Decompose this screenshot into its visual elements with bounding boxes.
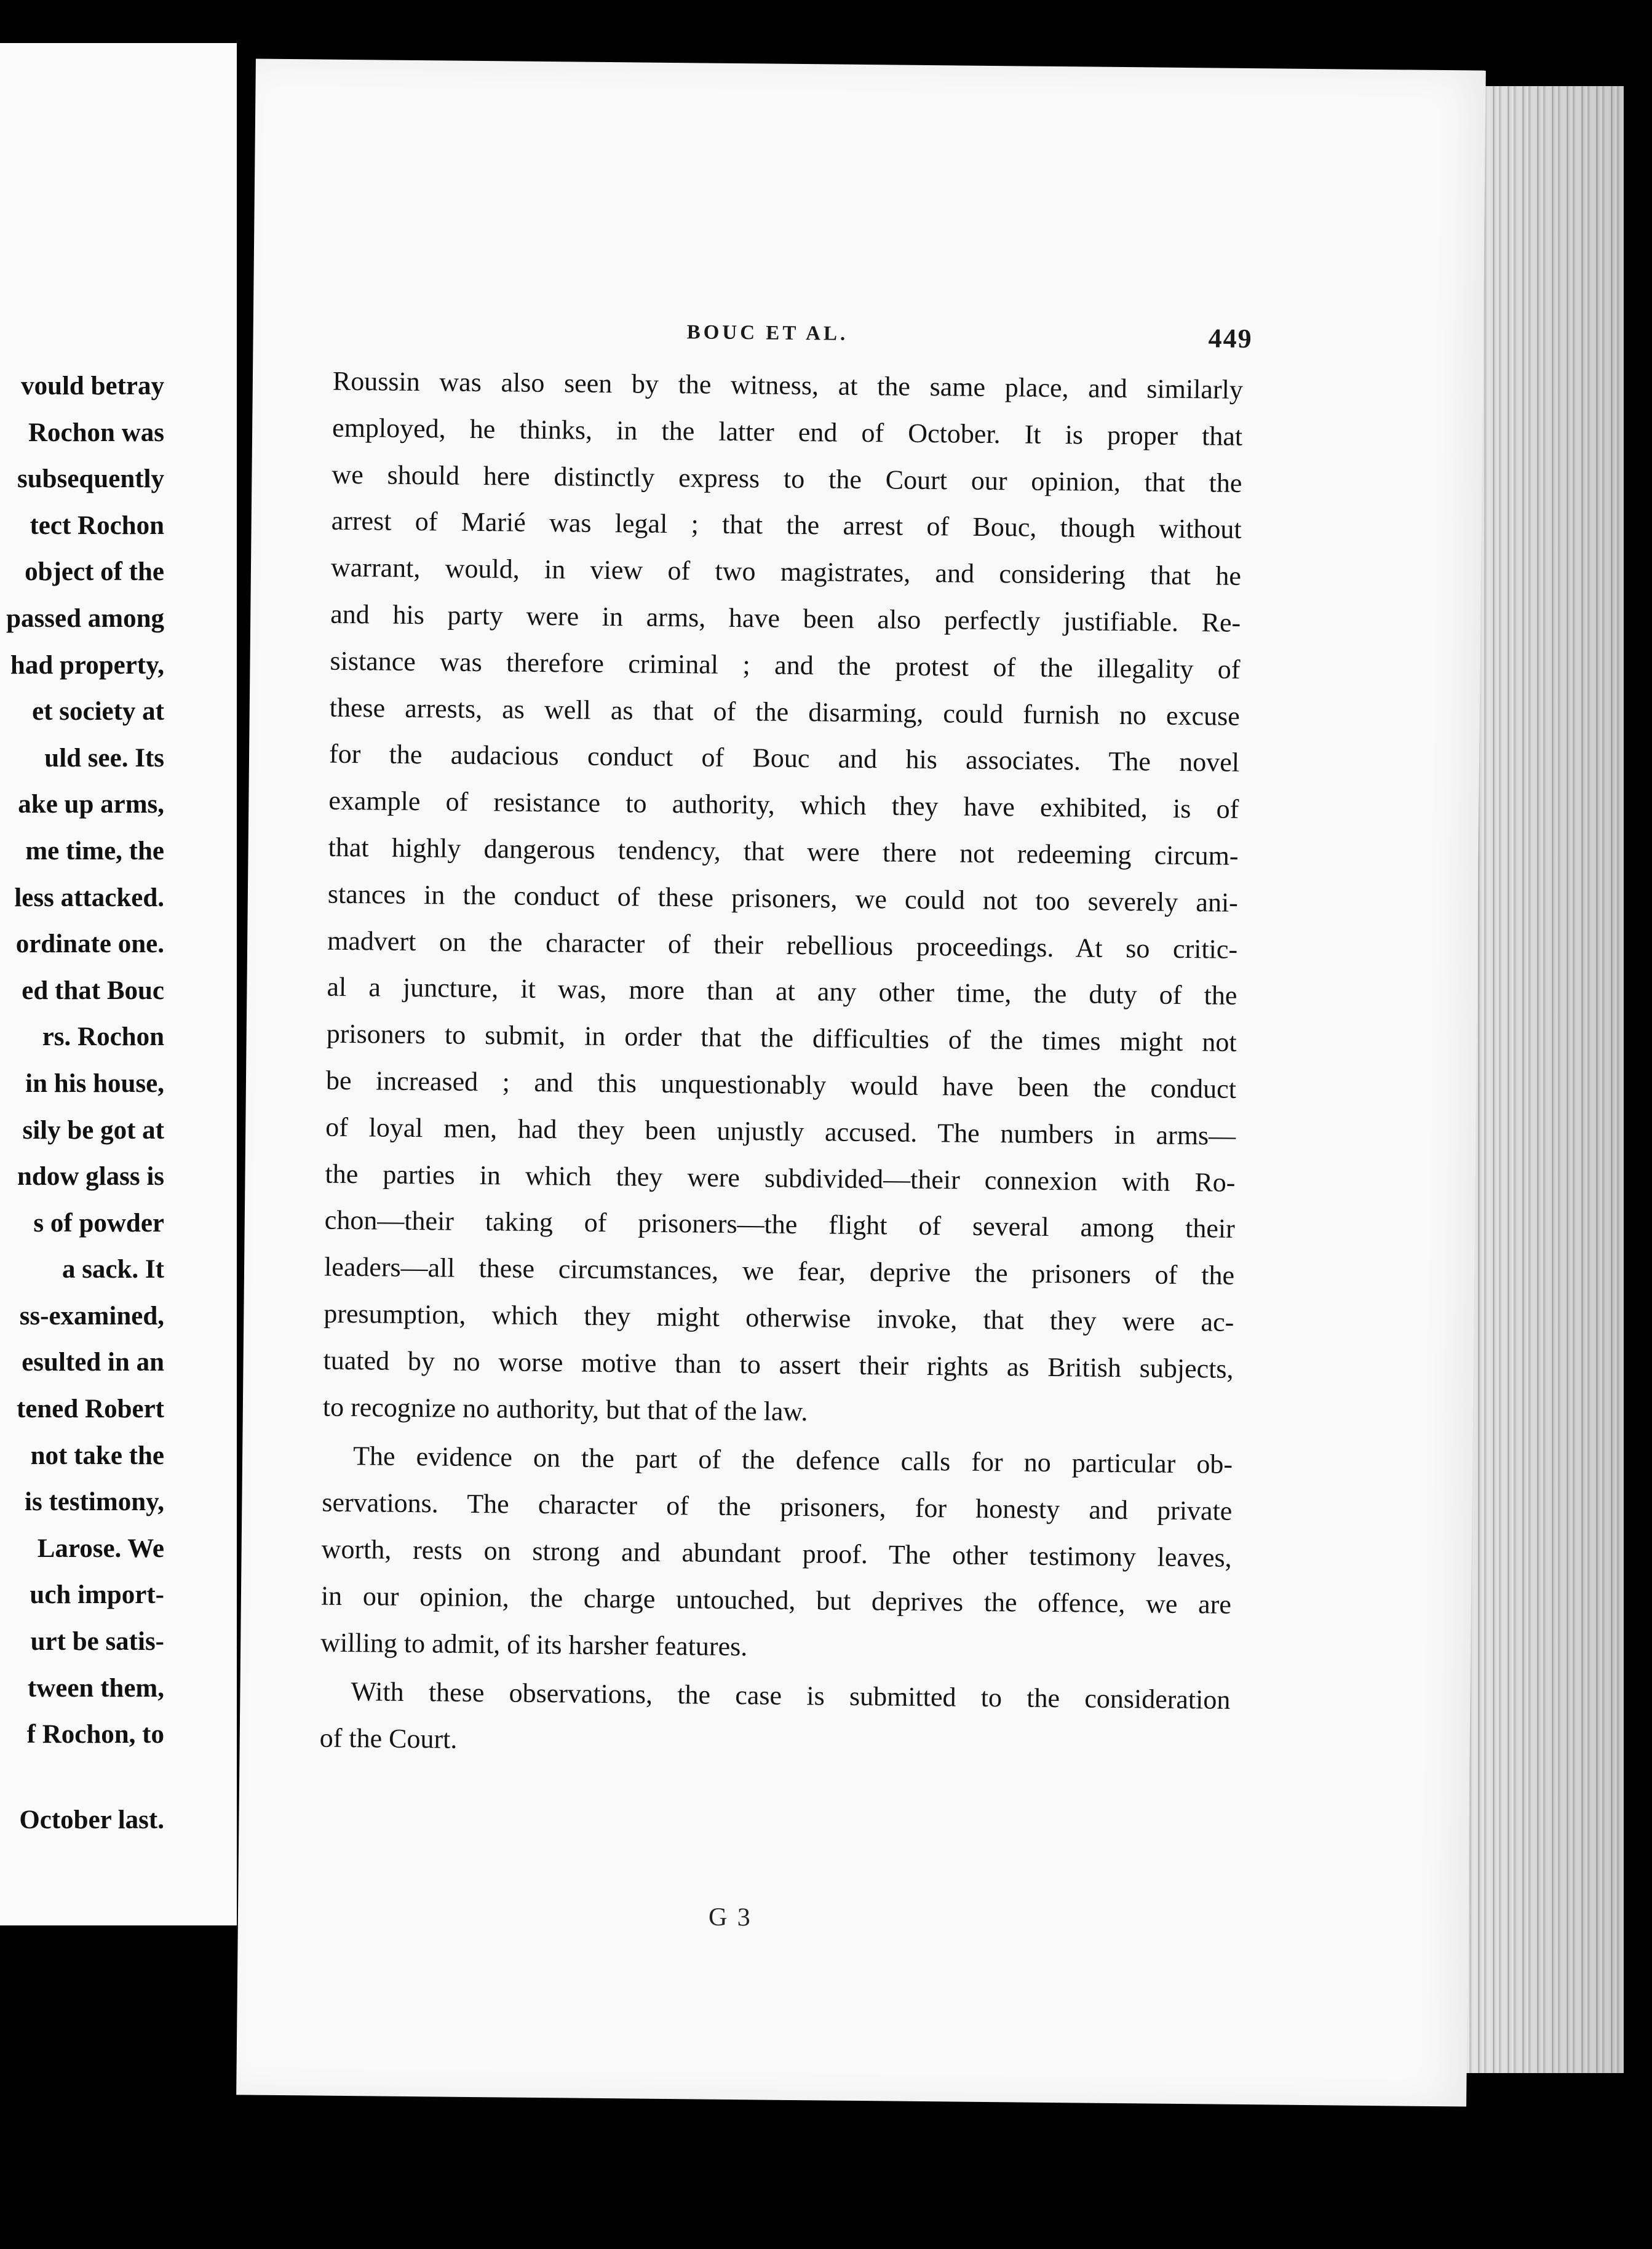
text-line: madvert on the character of their rebellious proceedings. At so critic-: [327, 925, 1238, 965]
text-line: employed, he thinks, in the latter end of October. It is proper that: [332, 412, 1243, 452]
text-line: warrant, would, in view of two magistrates, and considering that he: [330, 552, 1242, 592]
text-line: servations. The character of the prisoners, for honesty and private: [322, 1487, 1233, 1526]
text-line: be increased ; and this unquestionably would have been the conduct: [325, 1065, 1237, 1104]
left-line: is testimony,: [25, 1487, 164, 1517]
text-line: Roussin was also seen by the witness, at the same place, and similarly: [332, 365, 1244, 405]
left-line: sily be got at: [22, 1115, 164, 1145]
text-line: leaders—all these circumstances, we fear, deprive the prisoners of the: [324, 1251, 1235, 1291]
left-line: subsequently: [17, 464, 164, 494]
running-head: BOUC ET AL.: [686, 321, 849, 345]
text-line: presumption, which they might otherwise invoke, that they were ac-: [324, 1298, 1234, 1337]
page-header: [686, 321, 1253, 354]
text-line: al a juncture, it was, more than at any other time, the duty of the: [327, 972, 1237, 1011]
left-line: esulted in an: [22, 1348, 164, 1377]
left-line: object of the: [25, 557, 164, 587]
left-line: ordinate one.: [15, 929, 164, 959]
left-line: passed among: [6, 603, 164, 633]
left-line: ed that Bouc: [22, 976, 164, 1005]
left-line: October last.: [19, 1805, 164, 1834]
left-line: Rochon was: [28, 418, 164, 447]
left-page-text: [0, 363, 164, 1843]
text-line: we should here distinctly express to the Court our opinion, that the: [332, 459, 1242, 498]
body-text: [319, 358, 1243, 1770]
left-line: a sack. It: [62, 1255, 164, 1284]
text-line: stances in the conduct of these prisoners, we could not too severely ani-: [327, 878, 1239, 918]
left-line: urt be satis-: [30, 1627, 164, 1657]
text-line: of loyal men, had they been unjustly accused. The numbers in arms—: [325, 1112, 1236, 1151]
left-line: Larose. We: [37, 1534, 164, 1563]
text-line: worth, rests on strong and abundant proof. The other testimony leaves,: [321, 1534, 1232, 1573]
left-line: not take the: [30, 1441, 164, 1470]
text-line: of the Court.: [319, 1722, 458, 1754]
text-line: arrest of Marié was legal ; that the arrest of Bouc, though without: [331, 506, 1242, 545]
text-line: and his party were in arms, have been also perfectly justifiable. Re-: [330, 599, 1241, 638]
left-line: less attacked.: [14, 883, 164, 912]
left-line: f Rochon, to: [26, 1720, 164, 1749]
left-line: et society at: [32, 697, 164, 726]
left-line: uch import-: [30, 1580, 164, 1610]
text-line: the parties in which they were subdivided—their connexion with Ro-: [325, 1158, 1236, 1198]
left-line: ss-examined,: [19, 1301, 164, 1331]
text-line: The evidence on the part of the defence calls for no particular ob-: [352, 1441, 1233, 1480]
text-line: tuated by no worse motive than to assert their rights as British subjects,: [323, 1345, 1234, 1384]
main-page: [236, 58, 1486, 2106]
left-line: tect Rochon: [30, 511, 164, 540]
left-facing-page: [0, 43, 237, 1925]
page-number: 449: [1208, 323, 1253, 354]
text-line: that highly dangerous tendency, that were there not redeeming circum-: [328, 832, 1239, 871]
text-line: these arrests, as well as that of the disarming, could furnish no excuse: [329, 692, 1240, 731]
text-line: example of resistance to authority, which they have exhibited, is of: [328, 785, 1239, 825]
left-line: uld see. Its: [44, 743, 164, 773]
text-line: sistance was therefore criminal ; and the protest of the illegality of: [330, 645, 1241, 685]
left-line: rs. Rochon: [42, 1022, 164, 1052]
text-line: to recognize no authority, but that of the law.: [322, 1391, 808, 1427]
text-line: for the audacious conduct of Bouc and his associates. The novel: [328, 739, 1240, 778]
text-line: chon—their taking of prisoners—the flight of several among their: [324, 1204, 1235, 1244]
text-line: in our opinion, the charge untouched, but deprives the offence, we are: [320, 1580, 1232, 1620]
left-line: tween them,: [27, 1673, 164, 1703]
left-line: me time, the: [25, 836, 164, 866]
left-line: ake up arms,: [18, 790, 164, 819]
left-line: in his house,: [25, 1069, 164, 1098]
left-line: s of powder: [33, 1208, 164, 1238]
signature-mark: G 3: [708, 1903, 753, 1932]
left-line: ndow glass is: [17, 1162, 164, 1192]
left-line: vould betray: [21, 372, 164, 400]
left-line: had property,: [10, 650, 164, 680]
text-line: With these observations, the case is submitted to the consideration: [351, 1676, 1231, 1716]
text-line: willing to admit, of its harsher features.: [320, 1627, 748, 1662]
left-line: tened Robert: [16, 1395, 164, 1424]
text-line: prisoners to submit, in order that the difficulties of the times might not: [326, 1018, 1237, 1058]
